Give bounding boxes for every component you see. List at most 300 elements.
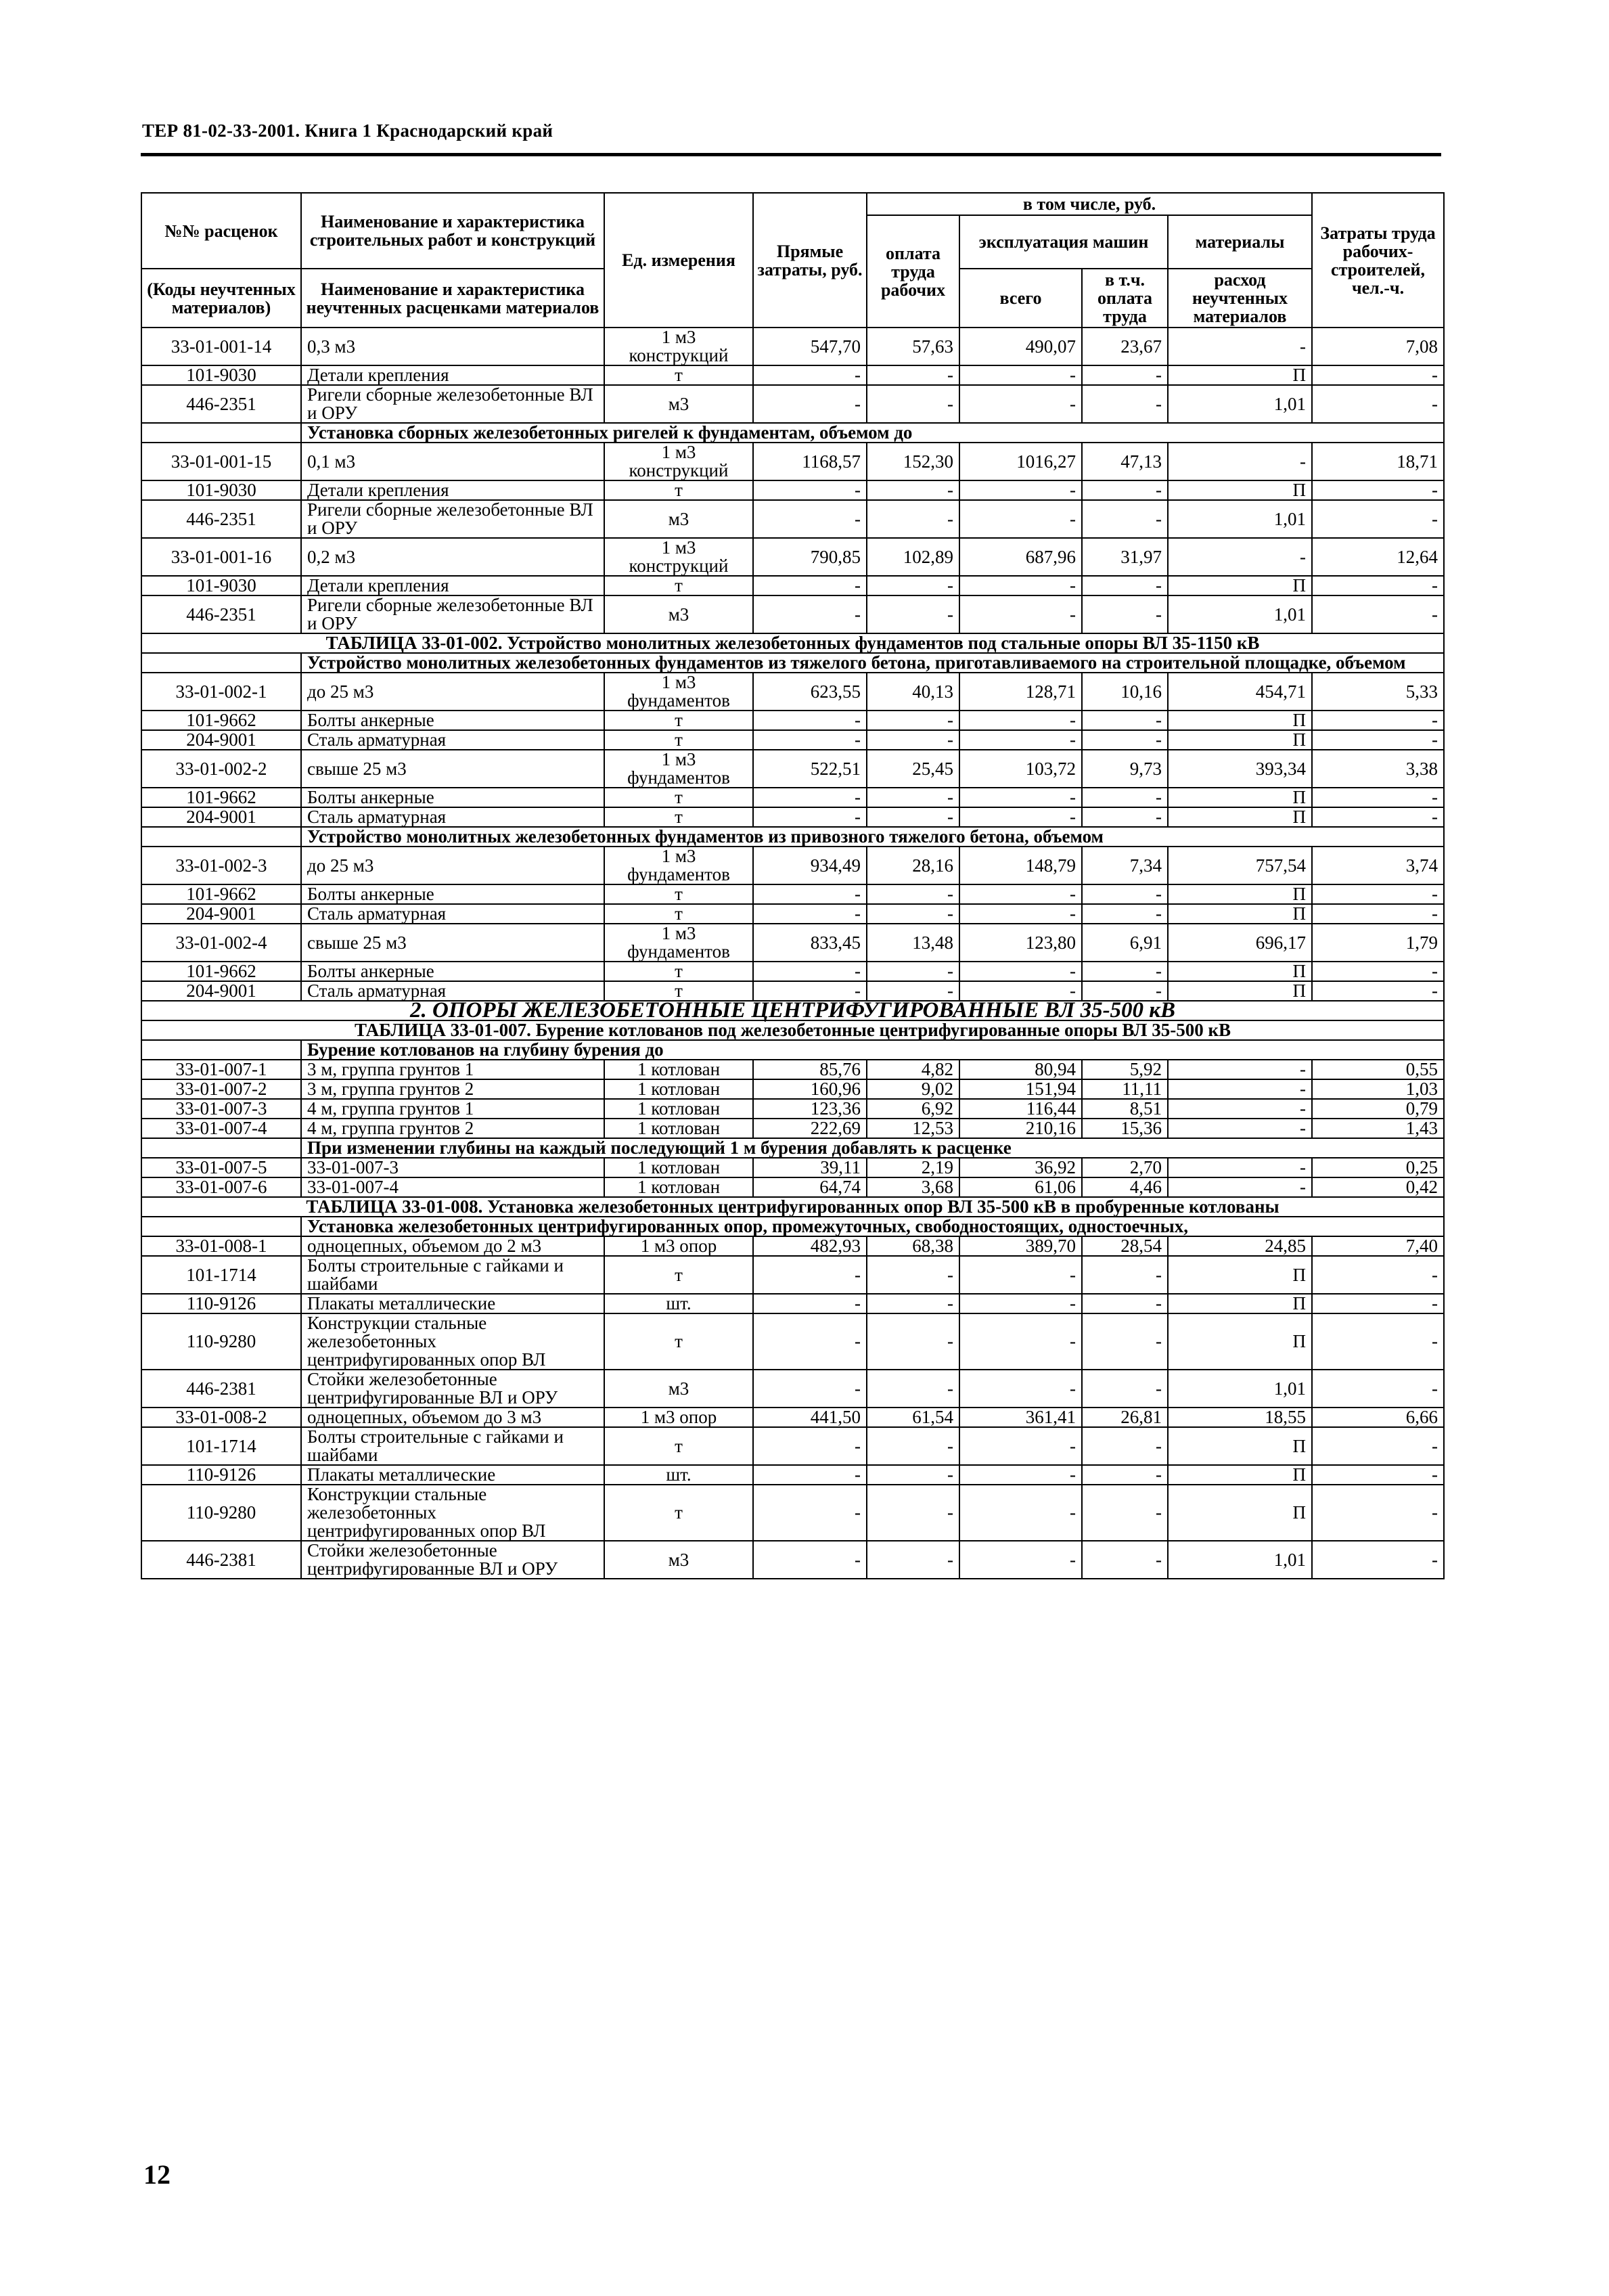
cell-mwage: -: [1082, 1370, 1168, 1408]
page-number: 12: [143, 2159, 171, 2190]
group-heading: При изменении глубины на каждый последующий 1 м бурения добавлять к расценке: [301, 1138, 1444, 1158]
cell-code: 101-9030: [141, 576, 301, 595]
cell-mat: П: [1168, 962, 1312, 981]
cell-unit: м3: [604, 1370, 753, 1408]
cell-wage: 57,63: [867, 328, 959, 365]
col-wage: оплата труда рабочих: [867, 215, 959, 328]
cell-wage: 61,54: [867, 1408, 959, 1427]
cell-mach: 123,80: [959, 924, 1082, 962]
cell-wage: -: [867, 1485, 959, 1541]
cell-mat: 1,01: [1168, 595, 1312, 633]
cell-labor: -: [1312, 1313, 1444, 1370]
cell-name: Сталь арматурная: [301, 730, 604, 750]
cell-unit: т: [604, 1485, 753, 1541]
cell-mat: П: [1168, 1485, 1312, 1541]
cell-labor: -: [1312, 1370, 1444, 1408]
cell-code: 204-9001: [141, 730, 301, 750]
cell-unit: 1 котлован: [604, 1177, 753, 1197]
cell-mach: -: [959, 1485, 1082, 1541]
cell-mach: -: [959, 595, 1082, 633]
cell-wage: 12,53: [867, 1119, 959, 1138]
cell-direct: 1168,57: [753, 443, 867, 480]
group-spacer: [141, 827, 301, 847]
cell-labor: 12,64: [1312, 538, 1444, 576]
cell-code: 101-1714: [141, 1427, 301, 1465]
col-mach-all: всего: [959, 269, 1082, 328]
cell-direct: -: [753, 1485, 867, 1541]
group-heading-row: [141, 653, 1444, 673]
material-row: [141, 1485, 1444, 1541]
cell-labor: -: [1312, 576, 1444, 595]
cell-code: 204-9001: [141, 981, 301, 1001]
cell-code: 33-01-008-1: [141, 1236, 301, 1256]
cell-direct: -: [753, 1541, 867, 1579]
group-spacer: [141, 1138, 301, 1158]
group-heading-row: [141, 1040, 1444, 1060]
cell-mwage: 28,54: [1082, 1236, 1168, 1256]
cell-labor: 0,55: [1312, 1060, 1444, 1079]
cell-code: 101-9662: [141, 884, 301, 904]
cell-name: Сталь арматурная: [301, 981, 604, 1001]
cell-mwage: 31,97: [1082, 538, 1168, 576]
cell-direct: -: [753, 576, 867, 595]
cell-labor: -: [1312, 1294, 1444, 1313]
cell-unit: 1 м3 конструкций: [604, 538, 753, 576]
cell-mach: 103,72: [959, 750, 1082, 788]
cell-code: 33-01-002-1: [141, 673, 301, 711]
material-row: [141, 480, 1444, 500]
cell-wage: -: [867, 884, 959, 904]
group-heading: Бурение котлованов на глубину бурения до: [301, 1040, 1444, 1060]
cell-labor: -: [1312, 1541, 1444, 1579]
cell-mach: 687,96: [959, 538, 1082, 576]
cell-unit: 1 м3 фундаментов: [604, 924, 753, 962]
cell-mach: -: [959, 365, 1082, 385]
material-row: [141, 576, 1444, 595]
material-row: [141, 500, 1444, 538]
cell-labor: -: [1312, 1427, 1444, 1465]
cell-mach: 151,94: [959, 1079, 1082, 1099]
cell-mwage: -: [1082, 385, 1168, 423]
cell-mat: П: [1168, 788, 1312, 807]
cell-mach: 148,79: [959, 847, 1082, 884]
cell-labor: -: [1312, 962, 1444, 981]
group-spacer: [141, 653, 301, 673]
cell-mwage: -: [1082, 904, 1168, 924]
table-row: [141, 1408, 1444, 1427]
table-row: [141, 1119, 1444, 1138]
cell-mach: -: [959, 884, 1082, 904]
col-unit: Ед. измерения: [604, 193, 753, 328]
cell-labor: -: [1312, 1256, 1444, 1294]
cell-unit: 1 м3 фундаментов: [604, 673, 753, 711]
cell-direct: -: [753, 1256, 867, 1294]
cell-mwage: -: [1082, 730, 1168, 750]
cell-mwage: -: [1082, 1294, 1168, 1313]
cell-name: 4 м, группа грунтов 2: [301, 1119, 604, 1138]
cell-wage: 25,45: [867, 750, 959, 788]
cell-code: 446-2381: [141, 1541, 301, 1579]
group-spacer: [141, 1040, 301, 1060]
cell-code: 101-9030: [141, 480, 301, 500]
cell-labor: 5,33: [1312, 673, 1444, 711]
cell-mach: 116,44: [959, 1099, 1082, 1119]
section-title: 2. ОПОРЫ ЖЕЛЕЗОБЕТОННЫЕ ЦЕНТРИФУГИРОВАННЫЕ ВЛ 35-500 кВ: [141, 1001, 1444, 1020]
cell-wage: -: [867, 904, 959, 924]
cell-mach: 61,06: [959, 1177, 1082, 1197]
col-machines: эксплуатация машин: [959, 215, 1168, 269]
cell-direct: 39,11: [753, 1158, 867, 1177]
cell-mach: -: [959, 1370, 1082, 1408]
cell-labor: 1,43: [1312, 1119, 1444, 1138]
cell-wage: -: [867, 1256, 959, 1294]
cell-mach: -: [959, 576, 1082, 595]
cell-mach: -: [959, 1541, 1082, 1579]
cell-mat: П: [1168, 576, 1312, 595]
cell-direct: 482,93: [753, 1236, 867, 1256]
cell-unit: 1 м3 опор: [604, 1408, 753, 1427]
cell-mat: -: [1168, 1177, 1312, 1197]
cell-unit: т: [604, 480, 753, 500]
cell-direct: -: [753, 480, 867, 500]
cell-wage: -: [867, 807, 959, 827]
cell-mat: П: [1168, 807, 1312, 827]
cell-direct: -: [753, 981, 867, 1001]
cell-unit: т: [604, 981, 753, 1001]
cell-code: 204-9001: [141, 807, 301, 827]
cell-mach: -: [959, 1427, 1082, 1465]
cell-code: 33-01-002-2: [141, 750, 301, 788]
cell-direct: -: [753, 884, 867, 904]
cell-mat: П: [1168, 1294, 1312, 1313]
cell-mat: -: [1168, 1060, 1312, 1079]
cell-unit: т: [604, 576, 753, 595]
cell-mach: -: [959, 962, 1082, 981]
cell-mat: П: [1168, 904, 1312, 924]
material-row: [141, 1313, 1444, 1370]
cell-wage: 9,02: [867, 1079, 959, 1099]
cell-direct: 160,96: [753, 1079, 867, 1099]
running-header: ТЕР 81-02-33-2001. Книга 1 Краснодарский край: [142, 120, 553, 141]
cell-code: 33-01-007-2: [141, 1079, 301, 1099]
cell-mwage: -: [1082, 480, 1168, 500]
material-row: [141, 1256, 1444, 1294]
cell-wage: 3,68: [867, 1177, 959, 1197]
cell-code: 446-2351: [141, 500, 301, 538]
cell-name: Ригели сборные железобетонные ВЛ и ОРУ: [301, 595, 604, 633]
cell-direct: -: [753, 1370, 867, 1408]
cell-name: 0,1 м3: [301, 443, 604, 480]
cell-mwage: 10,16: [1082, 673, 1168, 711]
cell-mwage: -: [1082, 1465, 1168, 1485]
cell-code: 101-9662: [141, 962, 301, 981]
cell-name: Плакаты металлические: [301, 1465, 604, 1485]
cell-wage: 152,30: [867, 443, 959, 480]
cell-name: Болты анкерные: [301, 788, 604, 807]
cell-direct: -: [753, 1313, 867, 1370]
material-row: [141, 1294, 1444, 1313]
group-spacer: [141, 1217, 301, 1236]
table-row: [141, 847, 1444, 884]
material-row: [141, 884, 1444, 904]
cell-direct: 790,85: [753, 538, 867, 576]
cell-mat: 18,55: [1168, 1408, 1312, 1427]
cell-code: 33-01-001-16: [141, 538, 301, 576]
cell-direct: 123,36: [753, 1099, 867, 1119]
table-row: [141, 1158, 1444, 1177]
cell-mach: -: [959, 981, 1082, 1001]
cell-labor: 7,40: [1312, 1236, 1444, 1256]
table-title-row: [141, 1020, 1444, 1040]
cell-mwage: 8,51: [1082, 1099, 1168, 1119]
cell-mat: П: [1168, 1465, 1312, 1485]
cell-unit: т: [604, 807, 753, 827]
group-heading: Устройство монолитных железобетонных фундаментов из тяжелого бетона, приготавливаемого на строительной площадке, объемом: [301, 653, 1444, 673]
group-heading-row: [141, 423, 1444, 443]
material-row: [141, 788, 1444, 807]
table-row: [141, 673, 1444, 711]
cell-name: Сталь арматурная: [301, 807, 604, 827]
material-row: [141, 1370, 1444, 1408]
cell-mat: -: [1168, 1158, 1312, 1177]
group-heading-row: [141, 1138, 1444, 1158]
cell-code: 33-01-007-6: [141, 1177, 301, 1197]
cell-code: 33-01-007-4: [141, 1119, 301, 1138]
cell-code: 204-9001: [141, 904, 301, 924]
cell-mat: П: [1168, 730, 1312, 750]
material-row: [141, 1427, 1444, 1465]
cell-labor: -: [1312, 385, 1444, 423]
cell-code: 33-01-007-3: [141, 1099, 301, 1119]
cell-mwage: 26,81: [1082, 1408, 1168, 1427]
table-row: [141, 1060, 1444, 1079]
cell-name: 33-01-007-4: [301, 1177, 604, 1197]
cell-mach: -: [959, 1294, 1082, 1313]
cell-unit: 1 м3 фундаментов: [604, 750, 753, 788]
cell-mach: 1016,27: [959, 443, 1082, 480]
cell-wage: -: [867, 595, 959, 633]
cell-code: 110-9280: [141, 1485, 301, 1541]
table-row: [141, 443, 1444, 480]
material-row: [141, 385, 1444, 423]
table-row: [141, 328, 1444, 365]
cell-unit: т: [604, 1427, 753, 1465]
cell-mat: 1,01: [1168, 500, 1312, 538]
header-rule: [141, 153, 1441, 156]
cell-unit: т: [604, 365, 753, 385]
cell-mach: -: [959, 711, 1082, 730]
cell-labor: -: [1312, 595, 1444, 633]
cell-mach: -: [959, 1256, 1082, 1294]
cell-mach: -: [959, 807, 1082, 827]
cell-mat: П: [1168, 884, 1312, 904]
cell-labor: -: [1312, 981, 1444, 1001]
cell-mach: 36,92: [959, 1158, 1082, 1177]
material-row: [141, 807, 1444, 827]
cell-mwage: -: [1082, 1485, 1168, 1541]
cell-code: 33-01-001-15: [141, 443, 301, 480]
cell-mwage: -: [1082, 981, 1168, 1001]
cell-mat: 1,01: [1168, 1370, 1312, 1408]
cell-name: до 25 м3: [301, 673, 604, 711]
cell-wage: -: [867, 1370, 959, 1408]
cell-mwage: -: [1082, 1256, 1168, 1294]
price-table: [141, 192, 1445, 1579]
cell-code: 33-01-001-14: [141, 328, 301, 365]
cell-direct: 522,51: [753, 750, 867, 788]
cell-labor: -: [1312, 500, 1444, 538]
cell-wage: 13,48: [867, 924, 959, 962]
cell-unit: т: [604, 962, 753, 981]
cell-mach: -: [959, 730, 1082, 750]
col-mach-wage: в т.ч. оплата труда: [1082, 269, 1168, 328]
cell-name: Детали крепления: [301, 576, 604, 595]
cell-wage: 6,92: [867, 1099, 959, 1119]
cell-mat: -: [1168, 1099, 1312, 1119]
cell-wage: -: [867, 1294, 959, 1313]
group-heading: Установка железобетонных центрифугированных опор, промежуточных, свободностоящих, одностоечных,: [301, 1217, 1444, 1236]
cell-mwage: -: [1082, 500, 1168, 538]
cell-unit: 1 котлован: [604, 1060, 753, 1079]
table-title: ТАБЛИЦА 33-01-007. Бурение котлованов под железобетонные центрифугированные опоры ВЛ 35-500 кВ: [141, 1020, 1444, 1040]
cell-mwage: 2,70: [1082, 1158, 1168, 1177]
cell-labor: -: [1312, 711, 1444, 730]
cell-mat: 757,54: [1168, 847, 1312, 884]
cell-code: 33-01-008-2: [141, 1408, 301, 1427]
cell-labor: 3,74: [1312, 847, 1444, 884]
cell-code: 101-1714: [141, 1256, 301, 1294]
cell-direct: 547,70: [753, 328, 867, 365]
cell-mat: 1,01: [1168, 1541, 1312, 1579]
cell-unit: т: [604, 1256, 753, 1294]
cell-name: Конструкции стальные железобетонных центрифугированных опор ВЛ: [301, 1313, 604, 1370]
table-title: ТАБЛИЦА 33-01-008. Установка железобетонных центрифугированных опор ВЛ 35-500 кВ в пробуренные котлованы: [141, 1197, 1444, 1217]
cell-name: Болты анкерные: [301, 884, 604, 904]
cell-wage: -: [867, 480, 959, 500]
group-heading-row: [141, 1217, 1444, 1236]
cell-mwage: -: [1082, 576, 1168, 595]
cell-mach: 210,16: [959, 1119, 1082, 1138]
cell-name: до 25 м3: [301, 847, 604, 884]
cell-wage: -: [867, 1427, 959, 1465]
cell-mwage: -: [1082, 884, 1168, 904]
cell-mwage: 7,34: [1082, 847, 1168, 884]
cell-name: одноцепных, объемом до 3 м3: [301, 1408, 604, 1427]
material-row: [141, 904, 1444, 924]
cell-direct: 934,49: [753, 847, 867, 884]
cell-direct: -: [753, 385, 867, 423]
cell-code: 110-9280: [141, 1313, 301, 1370]
col-direct: Прямые затраты, руб.: [753, 193, 867, 328]
cell-mat: 454,71: [1168, 673, 1312, 711]
cell-mat: П: [1168, 711, 1312, 730]
cell-code: 33-01-007-5: [141, 1158, 301, 1177]
cell-wage: -: [867, 962, 959, 981]
cell-direct: -: [753, 1465, 867, 1485]
cell-name: Стойки железобетонные центрифугированные ВЛ и ОРУ: [301, 1541, 604, 1579]
cell-labor: -: [1312, 1485, 1444, 1541]
cell-mwage: -: [1082, 711, 1168, 730]
cell-name: 0,2 м3: [301, 538, 604, 576]
section-title-row: [141, 1001, 1444, 1020]
cell-mat: П: [1168, 365, 1312, 385]
cell-direct: -: [753, 788, 867, 807]
cell-code: 446-2351: [141, 385, 301, 423]
cell-wage: -: [867, 365, 959, 385]
cell-unit: 1 котлован: [604, 1079, 753, 1099]
cell-wage: 28,16: [867, 847, 959, 884]
cell-wage: 4,82: [867, 1060, 959, 1079]
cell-mat: 1,01: [1168, 385, 1312, 423]
cell-labor: 3,38: [1312, 750, 1444, 788]
cell-code: 33-01-002-3: [141, 847, 301, 884]
col-code-top: №№ расценок: [141, 193, 301, 269]
cell-unit: т: [604, 788, 753, 807]
cell-mat: -: [1168, 328, 1312, 365]
cell-code: 101-9662: [141, 711, 301, 730]
cell-mwage: -: [1082, 962, 1168, 981]
cell-labor: -: [1312, 730, 1444, 750]
cell-labor: 1,79: [1312, 924, 1444, 962]
cell-unit: шт.: [604, 1294, 753, 1313]
cell-labor: 0,42: [1312, 1177, 1444, 1197]
table-body: [141, 328, 1444, 1579]
cell-mat: 24,85: [1168, 1236, 1312, 1256]
cell-mach: -: [959, 904, 1082, 924]
cell-unit: т: [604, 904, 753, 924]
cell-mwage: -: [1082, 365, 1168, 385]
cell-mwage: 15,36: [1082, 1119, 1168, 1138]
cell-name: 33-01-007-3: [301, 1158, 604, 1177]
cell-name: 3 м, группа грунтов 2: [301, 1079, 604, 1099]
cell-mach: -: [959, 1313, 1082, 1370]
cell-name: Болты строительные с гайками и шайбами: [301, 1256, 604, 1294]
cell-unit: м3: [604, 385, 753, 423]
group-spacer: [141, 423, 301, 443]
cell-mach: 128,71: [959, 673, 1082, 711]
cell-mach: -: [959, 480, 1082, 500]
table-row: [141, 1079, 1444, 1099]
cell-wage: -: [867, 1465, 959, 1485]
cell-labor: 0,25: [1312, 1158, 1444, 1177]
cell-wage: -: [867, 788, 959, 807]
cell-wage: 40,13: [867, 673, 959, 711]
cell-mwage: 6,91: [1082, 924, 1168, 962]
col-labor: Затраты труда рабочих-строителей, чел.-ч.: [1312, 193, 1444, 328]
cell-unit: т: [604, 711, 753, 730]
cell-mat: -: [1168, 1119, 1312, 1138]
cell-wage: 2,19: [867, 1158, 959, 1177]
cell-unit: м3: [604, 595, 753, 633]
cell-unit: 1 котлован: [604, 1099, 753, 1119]
table-row: [141, 750, 1444, 788]
cell-mat: П: [1168, 1427, 1312, 1465]
cell-mat: 696,17: [1168, 924, 1312, 962]
cell-mwage: 9,73: [1082, 750, 1168, 788]
cell-code: 33-01-002-4: [141, 924, 301, 962]
material-row: [141, 595, 1444, 633]
cell-mach: -: [959, 788, 1082, 807]
cell-name: Детали крепления: [301, 480, 604, 500]
cell-unit: т: [604, 1313, 753, 1370]
cell-labor: -: [1312, 1465, 1444, 1485]
cell-mach: -: [959, 385, 1082, 423]
cell-direct: -: [753, 904, 867, 924]
cell-unit: т: [604, 884, 753, 904]
cell-labor: -: [1312, 480, 1444, 500]
table-row: [141, 1236, 1444, 1256]
cell-direct: -: [753, 500, 867, 538]
